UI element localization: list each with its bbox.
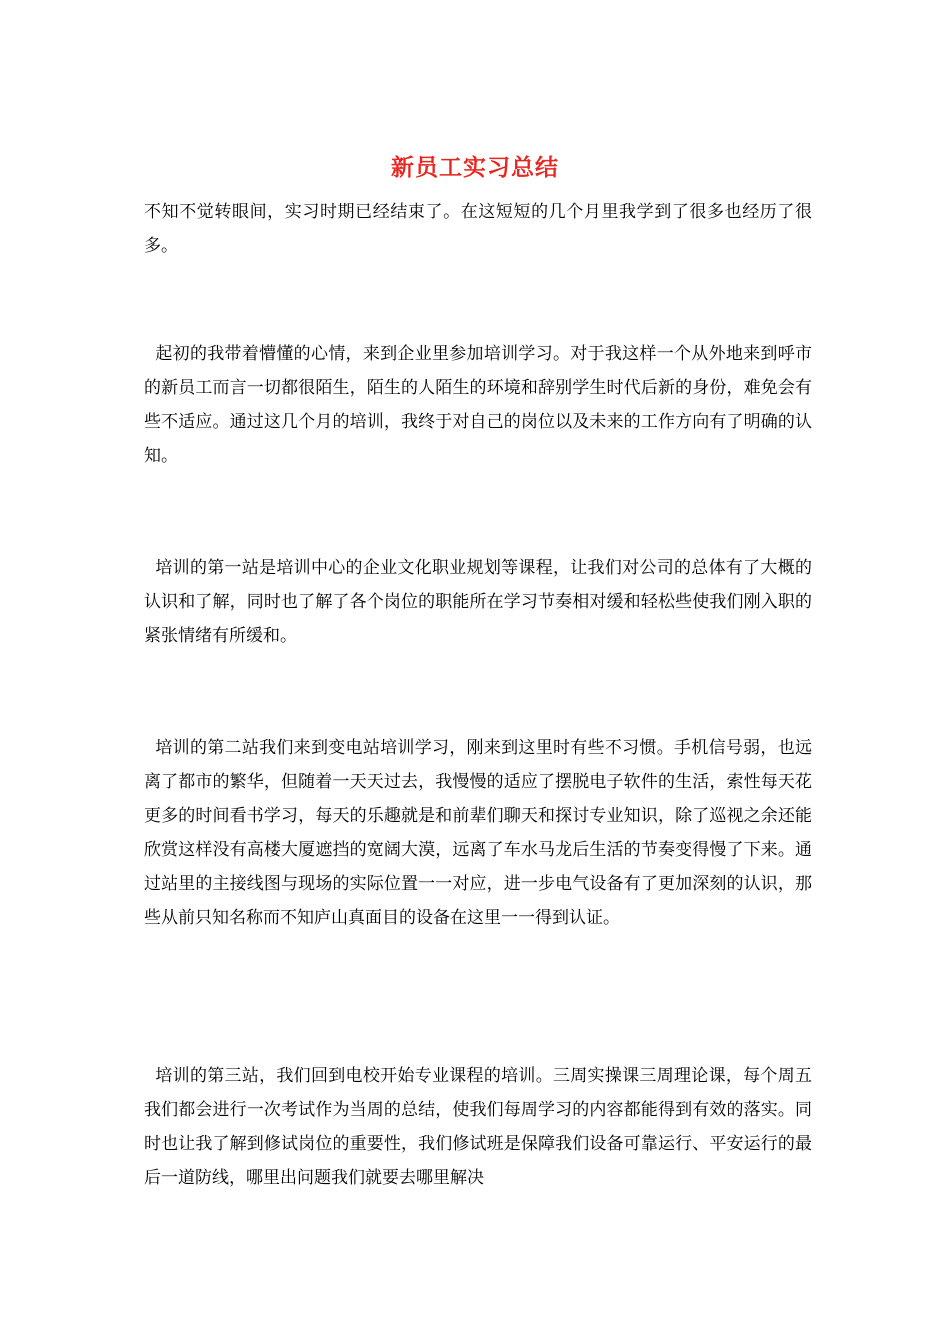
paragraph-intro: 不知不觉转眼间，实习时期已经结束了。在这短短的几个月里我学到了很多也经历了很多。 [144, 202, 812, 256]
document-title: 新员工实习总结 [391, 154, 559, 181]
paragraph-third-stage: 培训的第三站，我们回到电校开始专业课程的培训。三周实操课三周理论课，每个周五我们都会进行一次考试作为当周的总结，使我们每周学习的内容都能得到有效的落实。同时也让我了解到修试岗位的重要性，我们修试班是保障我们设备可靠运行、平安运行的最后一道防线，哪里出问题我们就要去哪里解决 [144, 1066, 813, 1188]
paragraph-beginning: 起初的我带着懵懂的心情，来到企业里参加培训学习。对于我这样一个从外地来到呼市的新员工而言一切都很陌生，陌生的人陌生的环境和辞别学生时代后新的身份，难免会有些不适应。通过这几个月的培训，我终于对自己的岗位以及未来的工作方向有了明确的认知。 [144, 344, 813, 466]
paragraph-second-stage: 培训的第二站我们来到变电站培训学习，刚来到这里时有些不习惯。手机信号弱，也远离了都市的繁华，但随着一天天过去，我慢慢的适应了摆脱电子软件的生活，索性每天花更多的时间看书学习，每天的乐趣就是和前辈们聊天和探讨专业知识，除了巡视之余还能欣赏这样没有高楼大厦遮挡的宽阔大漠，远离了车水马龙后生活的节奏变得慢了下来。通过站里的主接线图与现场的实际位置一一对应，进一步电气设备有了更加深刻的认识，那些从前只知名称而不知庐山真面目的设备在这里一一得到认证。 [144, 738, 813, 928]
paragraph-first-stage: 培训的第一站是培训中心的企业文化职业规划等课程，让我们对公司的总体有了大概的认识和了解，同时也了解了各个岗位的职能所在学习节奏相对缓和轻松些使我们刚入职的紧张情绪有所缓和。 [144, 558, 813, 646]
